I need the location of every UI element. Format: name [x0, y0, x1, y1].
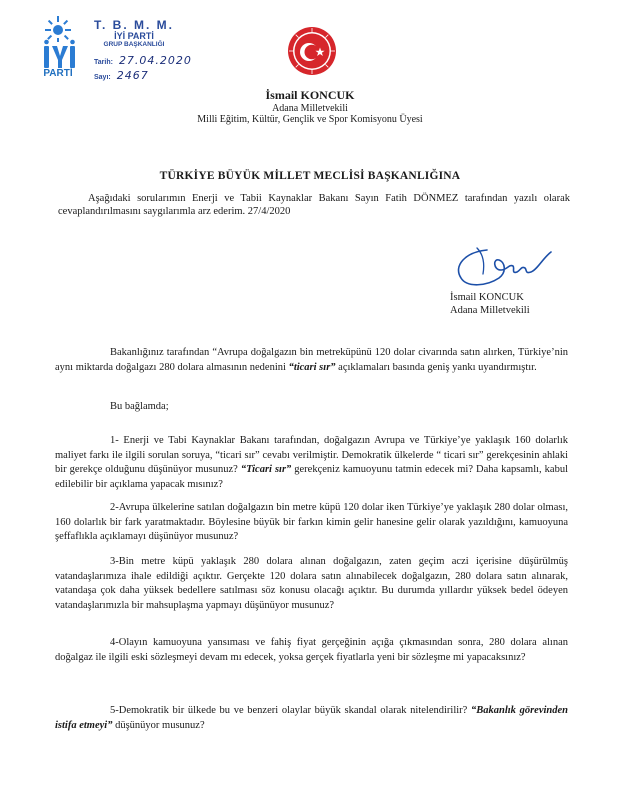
received-stamp	[94, 18, 224, 82]
party-logo-label: PARTİ	[43, 68, 73, 79]
stamp-party: İYİ PARTİ	[114, 31, 154, 41]
question-4: 4-Olayın kamuoyuna yansıması ve fahiş fiyat gerçeğinin açığa çıkmasından sonra, 280 dolara alınan doğalgaz ile ilgili eski sözleşmeyi devam mı edecek, yoksa gerçek fiyatlarla yeni bir sözleşme mi yapacaksınız?	[55, 637, 568, 663]
sender-committee: Milli Eğitim, Kültür, Gençlik ve Spor Komisyonu Üyesi	[197, 114, 423, 125]
question-1-emphasis: “Ticari sır”	[240, 464, 292, 475]
stamp-date-value: 27.04.2020	[118, 54, 192, 67]
signature-name: İsmail KONCUK	[450, 292, 524, 303]
stamp-group: GRUP BAŞKANLIĞI	[103, 41, 165, 48]
question-5-emphasis: “Bakanlık görevinden istifa etmeyi”	[55, 705, 569, 731]
signature-title: Adana Milletvekili	[450, 304, 530, 316]
handwritten-signature	[447, 244, 557, 294]
document-title: TÜRKİYE BÜYÜK MİLLET MECLİSİ BAŞKANLIĞINA	[159, 170, 461, 182]
sender-role: Adana Milletvekili	[272, 103, 348, 114]
question-1-text-b: gerekçeniz kamuoyunu tatmin edecek mi? Daha kapsamlı, kabul edilebilir bir açıklama yapacak mısınız?	[55, 464, 568, 490]
stamp-number-value: 2467	[116, 69, 149, 82]
body-paragraph-2: Bu bağlamda;	[110, 401, 169, 412]
body-paragraph-1	[55, 346, 568, 375]
question-2: 2-Avrupa ülkelerine satılan doğalgazın bin metre küpü 120 dolar iken Türkiye’ye yaklaşık 280 dolar olması, 160 dolarlık bir fark yaratmaktadır. Böylesine büyük bir farkın kimin gelir hanesine gelir olarak yazıldığını, kamuoyuna şeffaflıkla açıklamayı düşünüyor musunuz?	[55, 502, 568, 542]
signature-block	[450, 292, 570, 317]
stamp-org: T. B. M. M.	[94, 18, 174, 32]
stamp-number-label: Sayı:	[94, 74, 111, 81]
sender-name: İsmail KONCUK	[265, 88, 355, 102]
question-1-text-a: 1- Enerji ve Tabi Kaynaklar Bakanı tarafından, doğalgazın Avrupa ve Türkiye’ye yaklaşık 160 dolarlık maliyet farkı ile ilgili sorulan soruya, “ticari sır” cevabı verilmiştir. Demokratik ülkelerde “ ticari sır” gerekçesinin ahlaki bir gerekçe olduğunu düşünüyor musunuz?	[55, 435, 568, 475]
question-3: 3-Bin metre küpü yaklaşık 280 dolara alınan doğalgazın, zaten geçim aczi içerisine düşürülmüş vatandaşlarımıza ihale edildiği açıktır. Gerçekte 120 dolara satın alınabilecek doğalgazın, 280 dolara satın alınarak, vatandaşa çok daha yüksek bedellere satılması söz konusu olacağı açıktır. Bu durumda yıllardır yüksek bedel ödeyen vatandaşlarımızla bir mahsuplaşma yapmayı düşünüyor musunuz?	[55, 556, 568, 611]
question-5-text-a: 5-Demokratik bir ülkede bu ve benzeri olaylar büyük skandal olarak nitelendirilir?	[110, 705, 471, 716]
stamp-date-label: Tarih:	[94, 59, 113, 66]
sender-header	[150, 88, 470, 125]
tbmm-crescent-star-emblem-icon	[287, 26, 337, 76]
intro-paragraph: Aşağıdaki sorularımın Enerji ve Tabii Kaynaklar Bakanı Sayın Fatih DÖNMEZ tarafından yazılı olarak cevaplandırılmasını saygılarımla arz ederim. 27/4/2020	[58, 193, 570, 217]
question-5	[55, 704, 568, 733]
body-p1-emphasis: “ticari sır”	[288, 361, 336, 373]
stamp-number-row	[94, 69, 224, 82]
body-p1-text-a: Bakanlığınız tarafından “Avrupa doğalgazın bin metreküpünü 120 dolar civarında satın alırken, Türkiye’nin aynı miktarda doğalgazı 280 dolara almasının nedenini	[55, 347, 568, 373]
question-5-text-b: düşünüyor musunuz?	[112, 719, 205, 731]
body-p1-text-b: açıklamaları basında geniş yankı uyandırmıştır.	[335, 361, 537, 373]
stamp-date-row	[94, 54, 224, 67]
question-1	[55, 434, 568, 492]
